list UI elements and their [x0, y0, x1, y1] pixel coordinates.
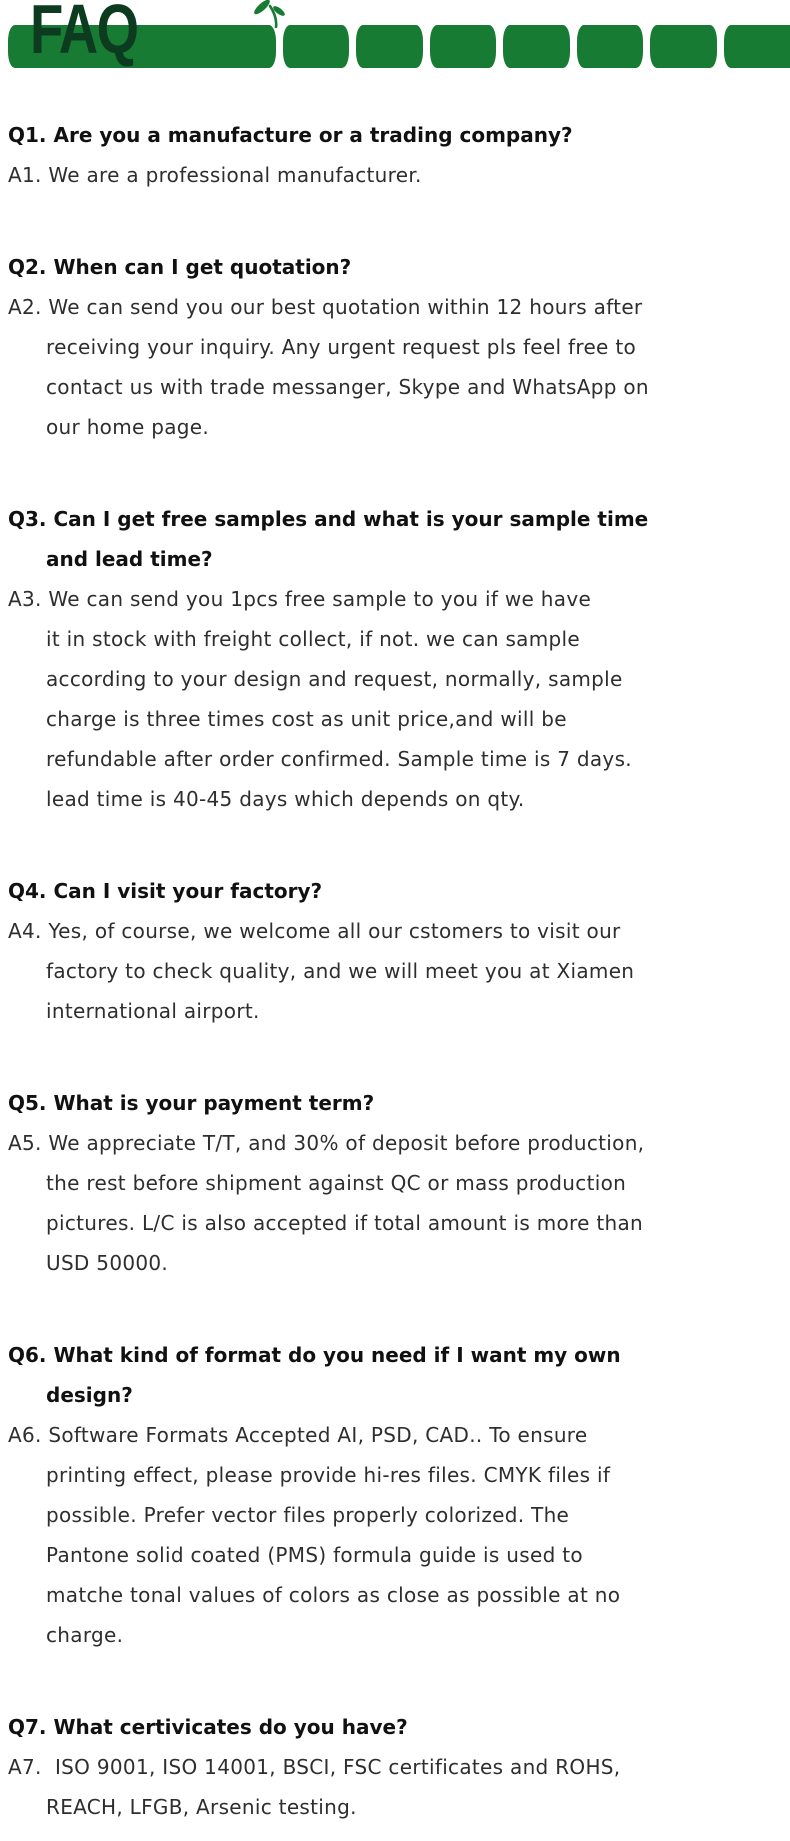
faq-answer-line: A5. We appreciate T/T, and 30% of deposit before production, [8, 1131, 645, 1155]
bamboo-sprout-icon [246, 0, 302, 28]
faq-question-line: Q1. Are you a manufacture or a trading company? [8, 123, 573, 147]
faq-answer-line: the rest before shipment against QC or mass production [46, 1171, 627, 1195]
faq-item-q1 [8, 115, 782, 195]
faq-answer-line: charge is three times cost as unit price,and will be [46, 707, 567, 731]
bamboo-segment [650, 25, 716, 68]
faq-answer-line: USD 50000. [46, 1251, 169, 1275]
faq-answer-line: refundable after order confirmed. Sample time is 7 days. [46, 747, 632, 771]
faq-question-line: Q2. When can I get quotation? [8, 255, 352, 279]
faq-item-q2 [8, 247, 782, 447]
faq-content [0, 68, 790, 1841]
faq-answer-line: A2. We can send you our best quotation within 12 hours after [8, 295, 643, 319]
faq-item-q6 [8, 1335, 782, 1655]
faq-question-line: Q5. What is your payment term? [8, 1091, 375, 1115]
faq-answer-line: A1. We are a professional manufacturer. [8, 163, 422, 187]
faq-answer-line: it in stock with freight collect, if not. we can sample [46, 627, 580, 651]
faq-answer-line: charge. [46, 1623, 124, 1647]
faq-answer-line: international airport. [46, 999, 260, 1023]
bamboo-segment [283, 25, 349, 68]
faq-question-line: Q4. Can I visit your factory? [8, 879, 323, 903]
faq-answer-line: receiving your inquiry. Any urgent request pls feel free to [46, 335, 636, 359]
faq-question-line: and lead time? [46, 547, 213, 571]
faq-question-line: Q3. Can I get free samples and what is your sample time [8, 507, 649, 531]
faq-answer-line: A3. We can send you 1pcs free sample to you if we have [8, 587, 592, 611]
faq-answer-line: matche tonal values of colors as close as possible at no [46, 1583, 621, 1607]
faq-answer-line: Pantone solid coated (PMS) formula guide is used to [46, 1543, 583, 1567]
bamboo-segment [503, 25, 569, 68]
faq-item-q7 [8, 1707, 782, 1827]
faq-answer-line: printing effect, please provide hi-res files. CMYK files if [46, 1463, 611, 1487]
faq-answer-line: contact us with trade messanger, Skype and WhatsApp on [46, 375, 649, 399]
faq-answer-line: lead time is 40-45 days which depends on qty. [46, 787, 525, 811]
faq-answer-line: A4. Yes, of course, we welcome all our cstomers to visit our [8, 919, 621, 943]
bamboo-segment [430, 25, 496, 68]
faq-answer-line: factory to check quality, and we will meet you at Xiamen [46, 959, 635, 983]
faq-answer-line: pictures. L/C is also accepted if total amount is more than [46, 1211, 644, 1235]
faq-question-line: Q6. What kind of format do you need if I want my own [8, 1343, 621, 1367]
bamboo-segment [577, 25, 643, 68]
faq-answer-line: A6. Software Formats Accepted AI, PSD, CAD.. To ensure [8, 1423, 588, 1447]
faq-item-q3 [8, 499, 782, 819]
faq-question-line: Q7. What certivicates do you have? [8, 1715, 408, 1739]
bamboo-segment [356, 25, 422, 68]
faq-answer-line: A7. ISO 9001, ISO 14001, BSCI, FSC certificates and ROHS, [8, 1755, 621, 1779]
faq-answer-line: REACH, LFGB, Arsenic testing. [46, 1795, 357, 1819]
faq-item-q4 [8, 871, 782, 1031]
faq-answer-line: our home page. [46, 415, 210, 439]
faq-title: FAQ [30, 0, 138, 68]
faq-header [0, 0, 790, 68]
faq-item-q5 [8, 1083, 782, 1283]
faq-question-line: design? [46, 1383, 133, 1407]
faq-answer-line: according to your design and request, normally, sample [46, 667, 623, 691]
bamboo-segment [724, 25, 790, 68]
faq-answer-line: possible. Prefer vector files properly colorized. The [46, 1503, 570, 1527]
